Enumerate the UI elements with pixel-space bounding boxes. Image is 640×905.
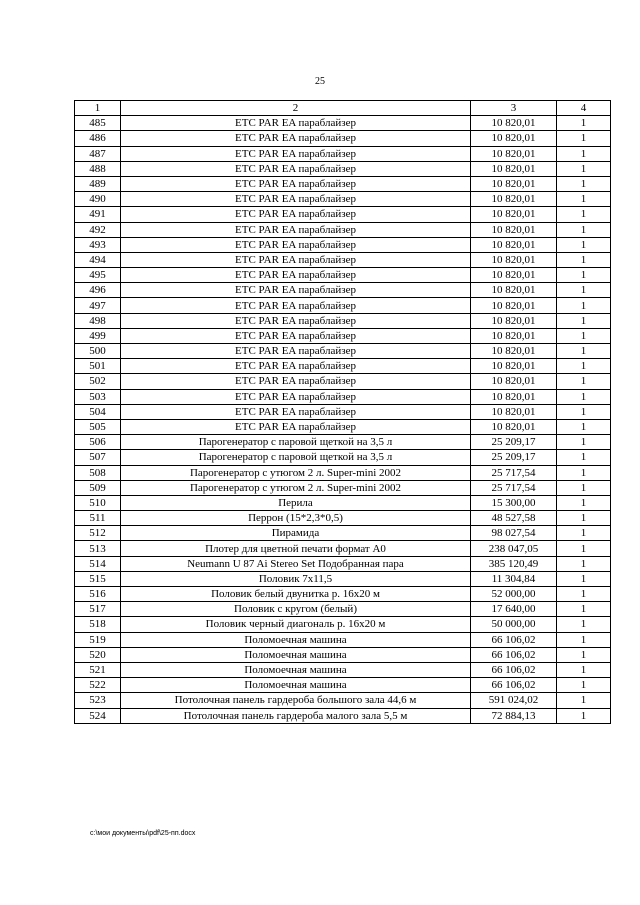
row-number: 524: [75, 708, 121, 723]
item-quantity: 1: [557, 313, 611, 328]
table-row: [75, 647, 611, 662]
item-name: Половик 7х11,5: [121, 571, 471, 586]
item-price: 10 820,01: [471, 252, 557, 267]
table-row: [75, 192, 611, 207]
item-name: ETC PAR EA параблайзер: [121, 404, 471, 419]
item-name: ETC PAR EA параблайзер: [121, 298, 471, 313]
item-price: 10 820,01: [471, 344, 557, 359]
item-price: 10 820,01: [471, 207, 557, 222]
item-name: Потолочная панель гардероба малого зала 5,5 м: [121, 708, 471, 723]
item-quantity: 1: [557, 708, 611, 723]
row-number: 488: [75, 161, 121, 176]
item-quantity: 1: [557, 328, 611, 343]
row-number: 505: [75, 419, 121, 434]
item-price: 10 820,01: [471, 131, 557, 146]
table-row: [75, 435, 611, 450]
item-price: 10 820,01: [471, 328, 557, 343]
item-price: 591 024,02: [471, 693, 557, 708]
row-number: 510: [75, 495, 121, 510]
row-number: 520: [75, 647, 121, 662]
item-quantity: 1: [557, 571, 611, 586]
item-price: 10 820,01: [471, 374, 557, 389]
row-number: 515: [75, 571, 121, 586]
item-quantity: 1: [557, 374, 611, 389]
item-name: Половик белый двунитка р. 16х20 м: [121, 587, 471, 602]
table-row: [75, 389, 611, 404]
footer-file-path: c:\мои документы\pdf\25-пп.docx: [90, 830, 196, 837]
row-number: 508: [75, 465, 121, 480]
row-number: 523: [75, 693, 121, 708]
item-quantity: 1: [557, 647, 611, 662]
row-number: 497: [75, 298, 121, 313]
item-name: ETC PAR EA параблайзер: [121, 389, 471, 404]
item-price: 10 820,01: [471, 176, 557, 191]
table-row: [75, 708, 611, 723]
table-row: [75, 526, 611, 541]
item-price: 10 820,01: [471, 404, 557, 419]
item-price: 52 000,00: [471, 587, 557, 602]
item-name: ETC PAR EA параблайзер: [121, 207, 471, 222]
row-number: 495: [75, 268, 121, 283]
item-quantity: 1: [557, 465, 611, 480]
row-number: 504: [75, 404, 121, 419]
item-name: Парогенератор с утюгом 2 л. Super-mini 2002: [121, 480, 471, 495]
item-name: ETC PAR EA параблайзер: [121, 192, 471, 207]
item-quantity: 1: [557, 207, 611, 222]
item-price: 25 717,54: [471, 465, 557, 480]
item-quantity: 1: [557, 632, 611, 647]
table-row: [75, 678, 611, 693]
item-name: Neumann U 87 Ai Stereo Set Подобранная пара: [121, 556, 471, 571]
item-name: ETC PAR EA параблайзер: [121, 237, 471, 252]
row-number: 492: [75, 222, 121, 237]
item-quantity: 1: [557, 480, 611, 495]
item-name: ETC PAR EA параблайзер: [121, 283, 471, 298]
inventory-table: [74, 100, 611, 724]
table-row: [75, 237, 611, 252]
table-row: [75, 313, 611, 328]
table-row: [75, 602, 611, 617]
item-price: 10 820,01: [471, 298, 557, 313]
row-number: 501: [75, 359, 121, 374]
item-name: ETC PAR EA параблайзер: [121, 344, 471, 359]
item-name: ETC PAR EA параблайзер: [121, 222, 471, 237]
row-number: 507: [75, 450, 121, 465]
item-price: 10 820,01: [471, 192, 557, 207]
item-name: ETC PAR EA параблайзер: [121, 268, 471, 283]
item-quantity: 1: [557, 252, 611, 267]
item-name: Перрон (15*2,3*0,5): [121, 511, 471, 526]
table-row: [75, 283, 611, 298]
item-quantity: 1: [557, 222, 611, 237]
item-price: 10 820,01: [471, 283, 557, 298]
row-number: 522: [75, 678, 121, 693]
table-row: [75, 693, 611, 708]
row-number: 506: [75, 435, 121, 450]
item-quantity: 1: [557, 419, 611, 434]
item-name: Парогенератор с утюгом 2 л. Super-mini 2002: [121, 465, 471, 480]
row-number: 496: [75, 283, 121, 298]
page-number: 25: [315, 76, 325, 87]
table-row: [75, 556, 611, 571]
item-quantity: 1: [557, 617, 611, 632]
item-price: 72 884,13: [471, 708, 557, 723]
item-price: 66 106,02: [471, 678, 557, 693]
table-row: [75, 495, 611, 510]
item-name: Парогенератор с паровой щеткой на 3,5 л: [121, 435, 471, 450]
item-name: Плотер для цветной печати формат А0: [121, 541, 471, 556]
item-name: Поломоечная машина: [121, 647, 471, 662]
item-quantity: 1: [557, 146, 611, 161]
header-col-4: 4: [557, 101, 611, 116]
table-row: [75, 632, 611, 647]
item-name: ETC PAR EA параблайзер: [121, 252, 471, 267]
item-price: 10 820,01: [471, 222, 557, 237]
table-row: [75, 617, 611, 632]
item-name: ETC PAR EA параблайзер: [121, 313, 471, 328]
table-row: [75, 404, 611, 419]
header-col-1: 1: [75, 101, 121, 116]
item-name: ETC PAR EA параблайзер: [121, 146, 471, 161]
row-number: 516: [75, 587, 121, 602]
item-price: 66 106,02: [471, 662, 557, 677]
table-row: [75, 465, 611, 480]
item-name: Половик черный диагональ р. 16х20 м: [121, 617, 471, 632]
item-price: 11 304,84: [471, 571, 557, 586]
item-quantity: 1: [557, 131, 611, 146]
row-number: 519: [75, 632, 121, 647]
item-name: ETC PAR EA параблайзер: [121, 176, 471, 191]
row-number: 491: [75, 207, 121, 222]
item-price: 10 820,01: [471, 313, 557, 328]
table-row: [75, 176, 611, 191]
item-quantity: 1: [557, 116, 611, 131]
item-name: Поломоечная машина: [121, 662, 471, 677]
item-quantity: 1: [557, 693, 611, 708]
row-number: 513: [75, 541, 121, 556]
row-number: 490: [75, 192, 121, 207]
item-price: 10 820,01: [471, 146, 557, 161]
item-price: 15 300,00: [471, 495, 557, 510]
item-quantity: 1: [557, 359, 611, 374]
item-name: Перила: [121, 495, 471, 510]
item-name: Потолочная панель гардероба большого зала 44,6 м: [121, 693, 471, 708]
row-number: 489: [75, 176, 121, 191]
item-quantity: 1: [557, 526, 611, 541]
item-quantity: 1: [557, 602, 611, 617]
item-price: 10 820,01: [471, 161, 557, 176]
row-number: 485: [75, 116, 121, 131]
item-price: 25 209,17: [471, 450, 557, 465]
row-number: 514: [75, 556, 121, 571]
table-row: [75, 511, 611, 526]
item-name: ETC PAR EA параблайзер: [121, 161, 471, 176]
item-quantity: 1: [557, 344, 611, 359]
item-price: 25 209,17: [471, 435, 557, 450]
item-name: ETC PAR EA параблайзер: [121, 359, 471, 374]
item-price: 385 120,49: [471, 556, 557, 571]
row-number: 486: [75, 131, 121, 146]
item-name: Поломоечная машина: [121, 678, 471, 693]
item-quantity: 1: [557, 283, 611, 298]
row-number: 521: [75, 662, 121, 677]
item-quantity: 1: [557, 192, 611, 207]
item-price: 25 717,54: [471, 480, 557, 495]
item-price: 66 106,02: [471, 632, 557, 647]
item-quantity: 1: [557, 389, 611, 404]
item-quantity: 1: [557, 268, 611, 283]
table-row: [75, 359, 611, 374]
item-price: 10 820,01: [471, 419, 557, 434]
item-price: 48 527,58: [471, 511, 557, 526]
item-price: 66 106,02: [471, 647, 557, 662]
table-row: [75, 116, 611, 131]
item-name: Пирамида: [121, 526, 471, 541]
item-price: 10 820,01: [471, 389, 557, 404]
table-row: [75, 587, 611, 602]
item-quantity: 1: [557, 450, 611, 465]
item-quantity: 1: [557, 511, 611, 526]
table-row: [75, 268, 611, 283]
item-price: 10 820,01: [471, 237, 557, 252]
item-quantity: 1: [557, 662, 611, 677]
table-row: [75, 571, 611, 586]
item-quantity: 1: [557, 404, 611, 419]
table-row: [75, 131, 611, 146]
table-row: [75, 146, 611, 161]
item-quantity: 1: [557, 161, 611, 176]
row-number: 517: [75, 602, 121, 617]
item-quantity: 1: [557, 298, 611, 313]
item-quantity: 1: [557, 556, 611, 571]
row-number: 500: [75, 344, 121, 359]
table-row: [75, 207, 611, 222]
row-number: 503: [75, 389, 121, 404]
table-row: [75, 344, 611, 359]
item-quantity: 1: [557, 176, 611, 191]
row-number: 502: [75, 374, 121, 389]
row-number: 512: [75, 526, 121, 541]
table-body: [75, 101, 611, 724]
item-price: 238 047,05: [471, 541, 557, 556]
table-row: [75, 450, 611, 465]
item-name: ETC PAR EA параблайзер: [121, 374, 471, 389]
item-quantity: 1: [557, 541, 611, 556]
table-row: [75, 541, 611, 556]
row-number: 499: [75, 328, 121, 343]
item-name: Половик с кругом (белый): [121, 602, 471, 617]
item-quantity: 1: [557, 495, 611, 510]
header-col-3: 3: [471, 101, 557, 116]
table-row: [75, 298, 611, 313]
table-row: [75, 222, 611, 237]
table-row: [75, 662, 611, 677]
header-col-2: 2: [121, 101, 471, 116]
table-row: [75, 374, 611, 389]
item-price: 50 000,00: [471, 617, 557, 632]
item-quantity: 1: [557, 678, 611, 693]
item-price: 10 820,01: [471, 268, 557, 283]
item-name: ETC PAR EA параблайзер: [121, 116, 471, 131]
row-number: 498: [75, 313, 121, 328]
table-row: [75, 252, 611, 267]
table-row: [75, 328, 611, 343]
item-price: 98 027,54: [471, 526, 557, 541]
table-row: [75, 480, 611, 495]
row-number: 493: [75, 237, 121, 252]
row-number: 518: [75, 617, 121, 632]
row-number: 511: [75, 511, 121, 526]
table-row: [75, 161, 611, 176]
item-name: ETC PAR EA параблайзер: [121, 328, 471, 343]
row-number: 509: [75, 480, 121, 495]
table-header-row: [75, 101, 611, 116]
row-number: 494: [75, 252, 121, 267]
item-price: 17 640,00: [471, 602, 557, 617]
row-number: 487: [75, 146, 121, 161]
item-price: 10 820,01: [471, 359, 557, 374]
table-row: [75, 419, 611, 434]
item-name: Парогенератор с паровой щеткой на 3,5 л: [121, 450, 471, 465]
item-name: ETC PAR EA параблайзер: [121, 131, 471, 146]
item-name: ETC PAR EA параблайзер: [121, 419, 471, 434]
item-quantity: 1: [557, 587, 611, 602]
item-price: 10 820,01: [471, 116, 557, 131]
item-quantity: 1: [557, 237, 611, 252]
item-quantity: 1: [557, 435, 611, 450]
item-name: Поломоечная машина: [121, 632, 471, 647]
